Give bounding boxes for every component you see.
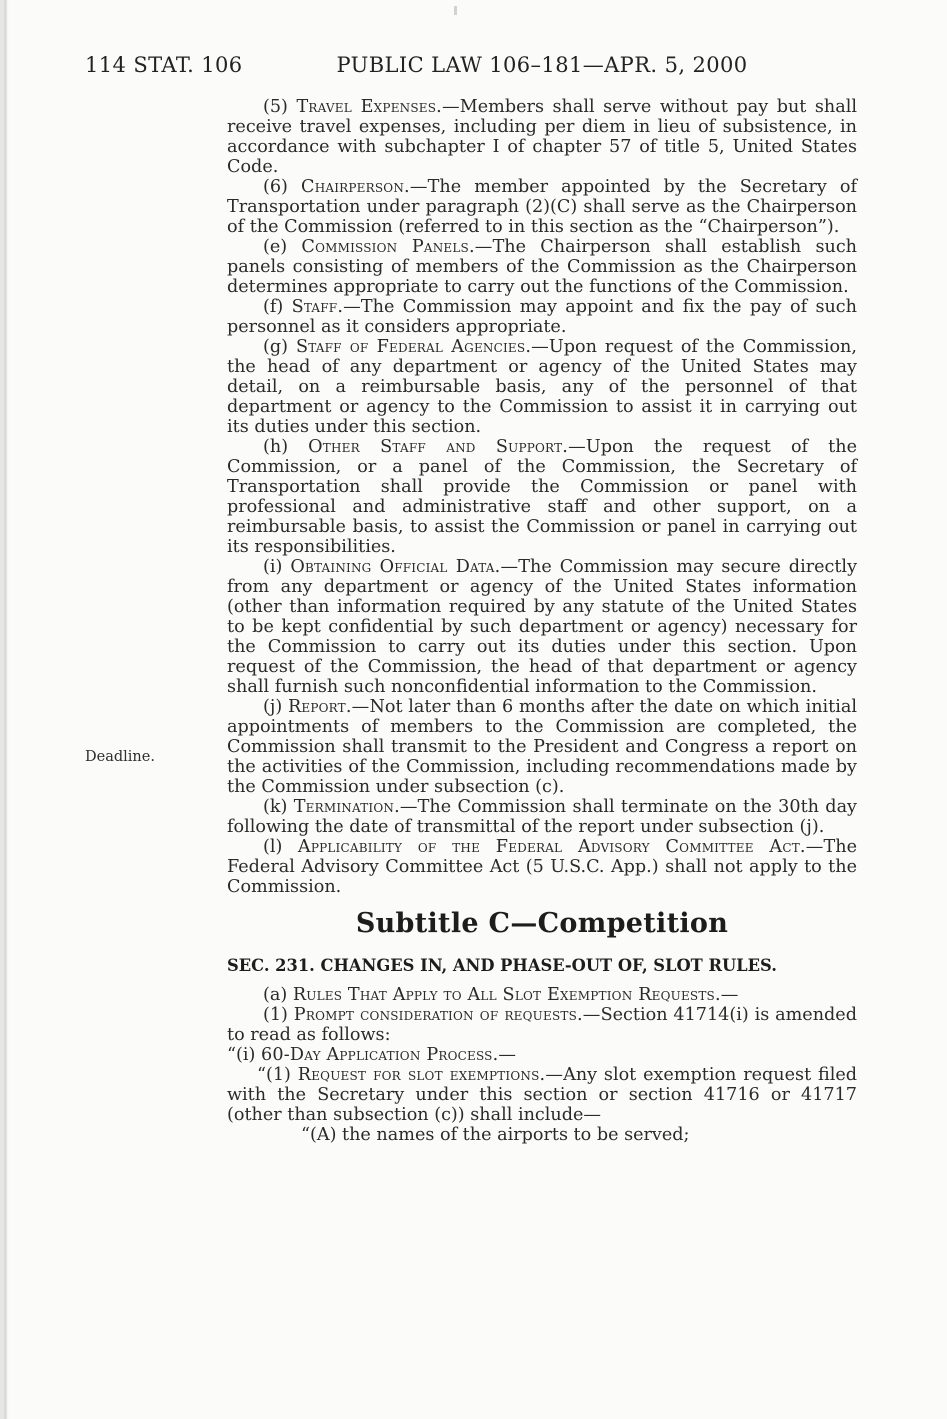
paragraph-number: (l) [263,837,298,857]
paragraph-leadin: Travel Expenses.— [296,97,460,117]
quoted-statute-paragraph [227,1125,857,1145]
paragraph-leadin: Rules That Apply to All Slot Exemption Requests.— [292,985,739,1005]
paragraph-number: (e) [263,237,302,257]
paragraph-leadin: Termination.— [293,797,418,817]
statute-paragraph [227,297,857,337]
quoted-statute-paragraph [227,1065,857,1125]
paragraph-text: The Chairperson shall establish such panels consisting of members of the Commission as the Chairperson determines appropriate to carry out the functions of the Commission. [227,237,857,297]
paragraph-number: (k) [263,797,294,817]
paragraph-text: Upon request of the Commission, the head of any department or agency of the United States may detail, on a reimbursable basis, any of the personnel of that department or agency to the Commission to assist it in carrying out its duties under this section. [227,337,857,437]
statute-body [227,97,857,1145]
paragraph-text: The Commission may secure directly from any department or agency of the United States information (other than information required by any statute of the United States to be kept confidential by such department or agency) necessary for the Commission to carry out its duties under this section. Upon request of the Commission, the head of that department or agency shall furnish such nonconfidential information to the Commission. [227,557,858,697]
paragraph-text: Any slot exemption request filed with the Secretary under this section or section 41716 or 41717 (other than subsection (c)) shall include— [227,1065,857,1125]
paragraph-number: (a) [263,985,293,1005]
paragraph-number: (6) [263,177,302,197]
paragraph-number: (1) [263,1005,294,1025]
paragraph-text: The Federal Advisory Committee Act (5 U.S.C. App.) shall not apply to the Commission. [227,837,857,897]
paragraph-leadin: Request for slot exemptions.— [297,1065,564,1085]
paragraph-leadin: Chairperson.— [301,177,428,197]
paragraph-text: The Commission may appoint and fix the pay of such personnel as it considers appropriate. [227,297,857,337]
statute-paragraph [227,985,857,1005]
paragraph-number: “(i) [227,1045,261,1065]
paragraph-text: Section 41714(i) is amended to read as follows: [227,1005,857,1045]
paragraph-number: (g) [263,337,296,357]
paragraph-text: The member appointed by the Secretary of Transportation under paragraph (2)(C) shall serve as the Chairperson of the Commission (referred to in this section as the “Chairperson”). [227,177,858,237]
paragraph-text: Upon the request of the Commission, or a panel of the Commission, the Secretary of Transportation shall provide the Commission or panel with professional and administrative staff and other support, on a reimbursable basis, to assist the Commission or panel in carrying out its responsibilities. [227,437,857,557]
paragraph-leadin: Other Staff and Support.— [308,437,586,457]
paragraph-text: Not later than 6 months after the date on which initial appointments of members to the Commission are completed, the Commission shall transmit to the President and Congress a report on the activities of the Commission, including recommendations made by the Commission under subsection (c). [227,697,857,797]
paragraph-leadin: Staff.— [291,297,361,317]
paragraph-number: (f) [263,297,292,317]
statute-paragraph [227,797,857,837]
paragraph-number: (i) [263,557,291,577]
scan-artifact-mark [454,6,457,15]
paragraph-text: the names of the airports to be served; [342,1125,690,1145]
statute-paragraph [227,557,857,697]
paragraph-number: (5) [263,97,297,117]
paragraph-text: The Commission shall terminate on the 30th day following the date of transmittal of the report under subsection (j). [227,797,857,837]
statute-paragraph [227,237,857,297]
paragraph-leadin: Staff of Federal Agencies.— [295,337,549,357]
public-law-title: PUBLIC LAW 106–181—APR. 5, 2000 [336,53,748,77]
statute-paragraph [227,177,857,237]
statute-paragraph [227,437,857,557]
section-heading: SEC. 231. CHANGES IN, AND PHASE-OUT OF, SLOT RULES. [227,956,777,975]
statute-paragraph [227,837,857,897]
page-edge-shadow [0,0,9,1419]
paragraph-leadin: Prompt consideration of requests.— [293,1005,601,1025]
paragraph-text: Members shall serve without pay but shall receive travel expenses, including per diem in lieu of subsistence, in accordance with subchapter I of chapter 57 of title 5, United States Code. [227,97,858,177]
paragraph-leadin: 60-Day Application Process.— [260,1045,517,1065]
paragraph-number: (j) [263,697,288,717]
paragraph-number: (h) [263,437,309,457]
statute-paragraph-report [227,697,857,797]
paragraph-leadin: Commission Panels.— [301,237,493,257]
margin-note-deadline: Deadline. [85,749,155,765]
paragraph-leadin: Report.— [287,697,370,717]
paragraph-leadin: Applicability of the Federal Advisory Committee Act.— [297,837,824,857]
paragraph-number: “(1) [257,1065,298,1085]
subtitle-heading: Subtitle C—Competition [355,908,729,939]
statute-paragraph [227,337,857,437]
statute-page-number: 114 STAT. 106 [85,53,243,77]
statute-paragraph [227,1005,857,1045]
quoted-statute-paragraph [227,1045,857,1065]
paragraph-leadin: Obtaining Official Data.— [290,557,519,577]
paragraph-number: “(A) [301,1125,343,1145]
statute-paragraph [227,97,857,177]
